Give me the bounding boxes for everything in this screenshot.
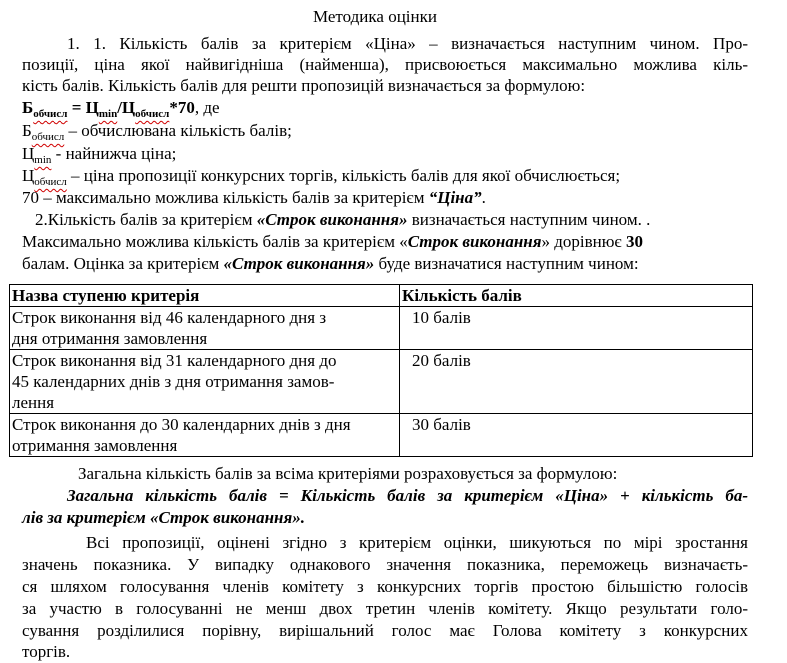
points-cell: 10 балів xyxy=(400,307,753,350)
def4-bold: “Ціна” xyxy=(428,188,482,207)
s2-l3-a: балам. Оцінка за критерієм xyxy=(22,254,224,273)
price-criterion-text-1: 1. 1. Кількість балів за критерієм «Ціна» – визначається наступним чином. Про- xyxy=(67,34,748,53)
definition-cobch xyxy=(22,165,620,189)
def2-text: - найнижча ціна; xyxy=(51,144,177,163)
def2-prefix: Ц xyxy=(22,144,35,163)
total-intro: Загальна кількість балів за всіма критеріями розраховується за формулою: xyxy=(78,464,618,483)
def2-sub: min xyxy=(34,154,52,166)
formula-b-sub: обчисл xyxy=(33,108,68,120)
final-line-4 xyxy=(22,598,748,619)
table-row xyxy=(10,307,753,350)
stage-line: Строк виконання до 30 календарних днів з дня xyxy=(12,415,351,434)
s2-l1-a: 2.Кількість балів за критерієм xyxy=(35,210,257,229)
definition-b xyxy=(22,120,292,144)
stage-line: дня отримання замовлення xyxy=(12,329,208,348)
s2-l3-c: буде визначатися наступним чином: xyxy=(374,254,639,273)
def3-text: – ціна пропозиції конкурсних торгів, кількість балів для якої обчислюється; xyxy=(66,166,621,185)
stage-line: 45 календарних днів з дня отримання замов- xyxy=(12,372,335,391)
term-criterion-line-1 xyxy=(35,209,650,230)
final-text-4: за участю в голосуванні не менш двох третин членів комітету. Якщо результати голо- xyxy=(22,599,748,618)
s2-l1-b: «Строк виконання» xyxy=(256,210,408,229)
price-criterion-line-1 xyxy=(67,33,748,54)
formula-eq: = Ц xyxy=(67,98,99,117)
final-text-5: сування розділилися порівну, вирішальний голос має Голова комітету з конкурсних xyxy=(22,621,748,640)
header-points: Кількість балів xyxy=(400,285,753,307)
table-row xyxy=(10,414,753,457)
s2-l2-a: Максимально можлива кількість балів за критерієм « xyxy=(22,232,408,251)
final-line-6: торгів. xyxy=(22,642,71,661)
formula-min-sub: min xyxy=(98,108,118,120)
total-formula-line-2: лів за критерієм «Строк виконання». xyxy=(22,508,305,527)
s2-l3-b: «Строк виконання» xyxy=(223,254,375,273)
total-formula-line-1 xyxy=(67,485,748,506)
stage-line: отримання замовлення xyxy=(12,436,178,455)
table-row xyxy=(10,350,753,414)
def1-sub: обчисл xyxy=(31,131,65,143)
price-criterion-text-2: позиції, ціна якої найвигідніша (найменша), присвоюється максимально можлива кіль- xyxy=(22,55,748,74)
final-line-3 xyxy=(22,576,748,597)
def1-prefix: Б xyxy=(22,121,32,140)
stage-cell xyxy=(10,307,400,350)
page-title: Методика оцінки xyxy=(313,7,437,26)
def4-text: 70 – максимально можлива кількість балів за критерієм xyxy=(22,188,429,207)
stage-line: Строк виконання від 46 календарного дня з xyxy=(12,308,327,327)
def1-text: – обчислювана кількість балів; xyxy=(64,121,292,140)
s2-l2-d: 30 xyxy=(625,232,643,251)
criteria-table xyxy=(9,284,753,457)
price-criterion-line-2 xyxy=(22,54,748,75)
formula-de: , де xyxy=(194,98,220,117)
stage-cell xyxy=(10,350,400,414)
s2-l1-c: визначається наступним чином. . xyxy=(407,210,651,229)
final-line-5 xyxy=(22,620,748,641)
term-criterion-line-3 xyxy=(22,253,639,274)
points-cell: 20 балів xyxy=(400,350,753,414)
formula-div: /Ц xyxy=(117,98,136,117)
final-text-3: ся шляхом голосування членів комітету з конкурсних торгів простою більшістю голосів xyxy=(22,577,748,596)
stage-cell xyxy=(10,414,400,457)
table-header-row xyxy=(10,285,753,307)
def4-end: . xyxy=(481,188,486,207)
points-cell: 30 балів xyxy=(400,414,753,457)
formula-obch-sub: обчисл xyxy=(135,108,170,120)
stage-line: Строк виконання від 31 календарного дня до xyxy=(12,351,337,370)
total-formula-text-1: Загальна кількість балів = Кількість балів за критерієм «Ціна» + кількість ба- xyxy=(67,486,748,505)
final-text-1: Всі пропозиції, оцінені згідно з критерієм оцінки, шикуються по мірі зростання xyxy=(86,533,748,552)
s2-l2-b: Строк виконання xyxy=(407,232,542,251)
header-stage-name: Назва ступеню критерія xyxy=(10,285,400,307)
formula-tail: *70 xyxy=(169,98,195,117)
definition-cmin xyxy=(22,143,176,167)
formula-b: Б xyxy=(22,98,34,117)
term-criterion-line-2 xyxy=(22,231,643,252)
price-formula xyxy=(22,97,220,121)
final-line-1 xyxy=(86,532,748,553)
s2-l2-c: » дорівнює xyxy=(541,232,626,251)
definition-70 xyxy=(22,187,486,208)
price-criterion-line-3: кість балів. Кількість балів для решти пропозицій визначається за формулою: xyxy=(22,76,586,95)
stage-line: лення xyxy=(12,393,55,412)
final-text-2: значень показника. У випадку однакового значення показника, переможець визначаєть- xyxy=(22,555,748,574)
def3-prefix: Ц xyxy=(22,166,35,185)
final-line-2 xyxy=(22,554,748,575)
def3-sub: обчисл xyxy=(34,176,67,188)
